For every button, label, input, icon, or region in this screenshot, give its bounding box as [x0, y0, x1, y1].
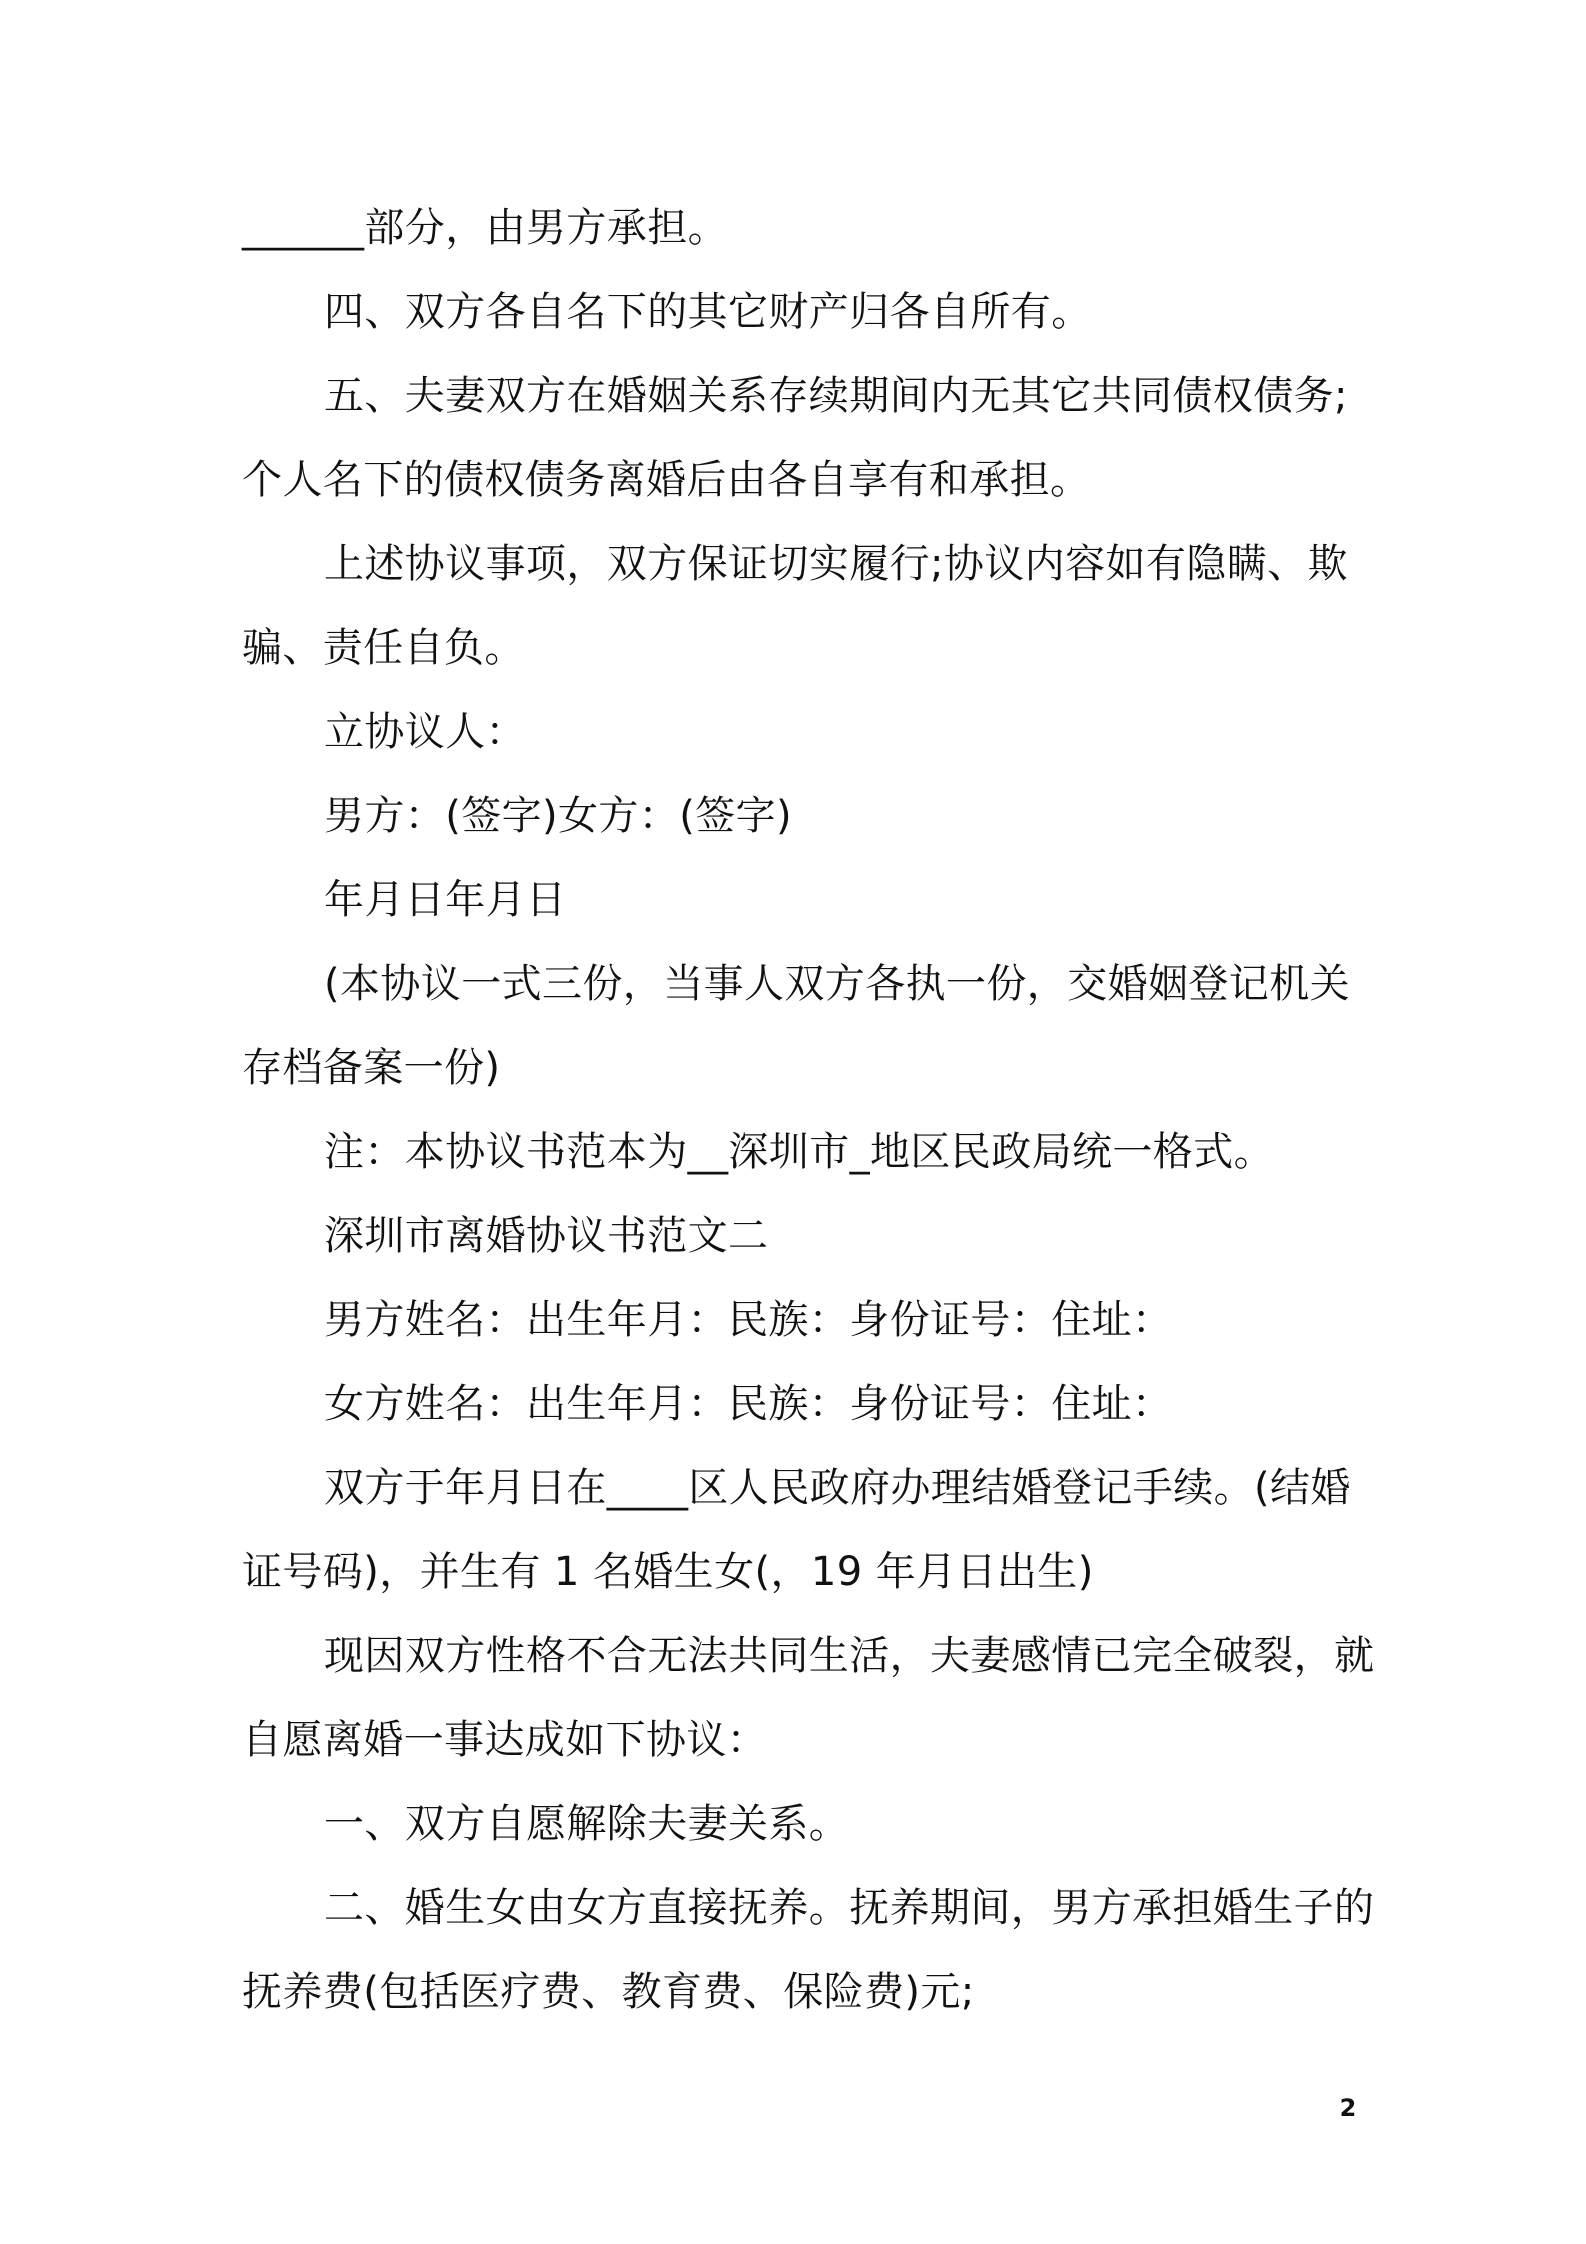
paragraph-clause-four [242, 270, 1362, 354]
text-line: 骗、责任自负。 [242, 625, 525, 671]
paragraph-clause-two [242, 1866, 1375, 2034]
text-line: 双方于年月日在____区人民政府办理结婚登记手续。(结婚 [324, 1465, 1351, 1511]
text-line: 年月日年月日 [324, 877, 567, 923]
text-line: 立协议人： [324, 709, 526, 755]
text-line: 存档备案一份) [242, 1045, 501, 1091]
paragraph-marriage-registration [242, 1446, 1362, 1614]
text-line: 个人名下的债权债务离婚后由各自享有和承担。 [242, 457, 1091, 503]
paragraph-female-info [242, 1362, 1362, 1446]
text-line: 现因双方性格不合无法共同生活，夫妻感情已完全破裂，就 [324, 1633, 1375, 1679]
paragraph-copies-note [242, 942, 1362, 1110]
document-body [242, 186, 1375, 2034]
text-line: 二、婚生女由女方直接抚养。抚养期间，男方承担婚生子的 [324, 1885, 1375, 1931]
text-line: 注：本协议书范本为__深圳市_地区民政局统一格式。 [324, 1129, 1274, 1175]
text-line: ______部分，由男方承担。 [242, 205, 728, 251]
paragraph-signatories-heading [242, 690, 1362, 774]
section-title [242, 1194, 1362, 1278]
text-line: (本协议一式三份，当事人双方各执一份，交婚姻登记机关 [324, 961, 1351, 1007]
text-line: 证号码)，并生有 1 名婚生女(，19 年月日出生) [242, 1549, 1094, 1595]
text-line: 自愿离婚一事达成如下协议： [242, 1717, 768, 1763]
continued-paragraph [242, 186, 1362, 270]
paragraph-clause-one [242, 1782, 1362, 1866]
text-line: 五、夫妻双方在婚姻关系存续期间内无其它共同债权债务; [324, 373, 1348, 419]
paragraph-signatures [242, 774, 1362, 858]
text-line: 男方姓名：出生年月：民族：身份证号：住址： [324, 1297, 1173, 1343]
text-line: 深圳市离婚协议书范文二 [324, 1213, 769, 1259]
text-line: 女方姓名：出生年月：民族：身份证号：住址： [324, 1381, 1173, 1427]
text-line: 四、双方各自名下的其它财产归各自所有。 [324, 289, 1092, 335]
text-line: 一、双方自愿解除夫妻关系。 [324, 1801, 850, 1847]
paragraph-template-note [242, 1110, 1362, 1194]
text-line: 男方：(签字)女方：(签字) [324, 793, 793, 839]
text-line: 抚养费(包括医疗费、教育费、保险费)元; [242, 1969, 975, 2015]
paragraph-male-info [242, 1278, 1362, 1362]
paragraph-dates [242, 858, 1362, 942]
text-line: 上述协议事项，双方保证切实履行;协议内容如有隐瞒、欺 [324, 541, 1348, 587]
paragraph-guarantee [242, 522, 1362, 690]
paragraph-reason [242, 1614, 1375, 1782]
page-number: 2 [1339, 2094, 1357, 2122]
paragraph-clause-five [242, 354, 1362, 522]
